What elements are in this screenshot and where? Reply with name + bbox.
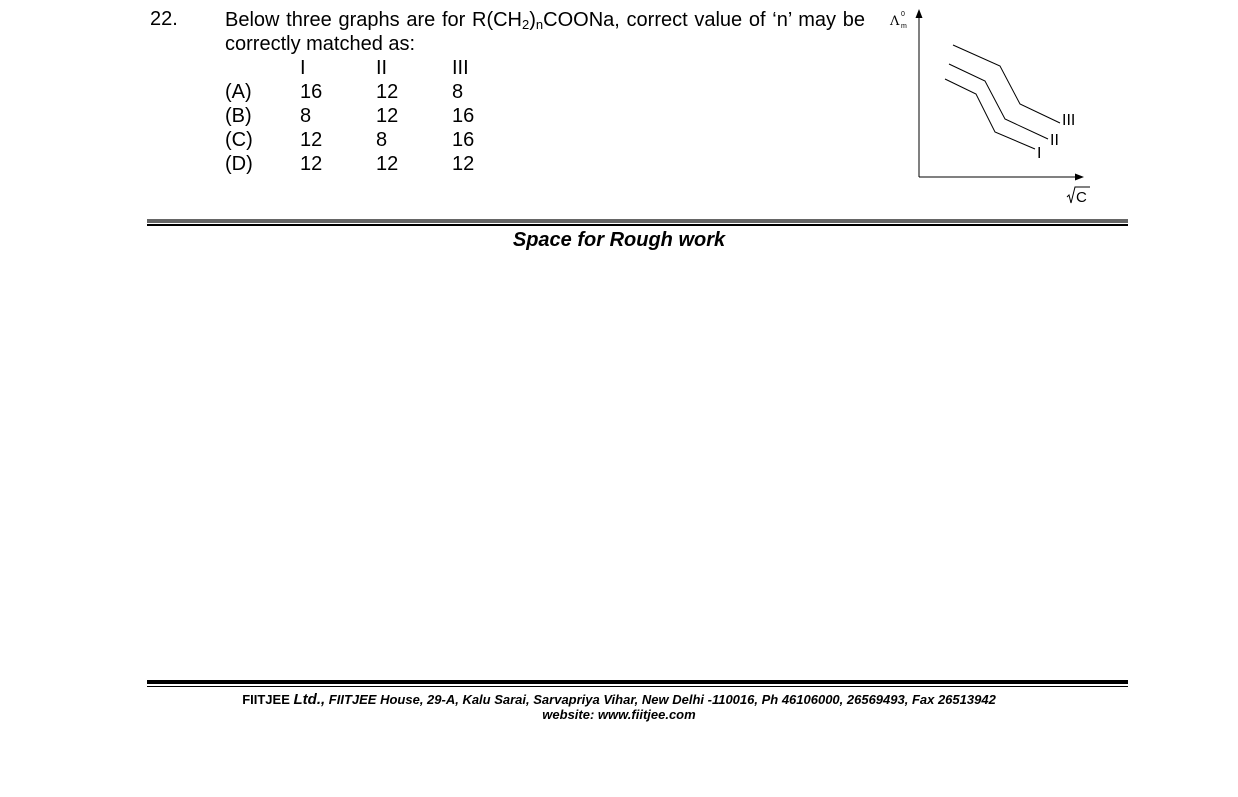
conductance-graph <box>880 4 1100 210</box>
question-text-before: Below three graphs are for R(CH <box>225 9 522 31</box>
options-table <box>225 56 512 176</box>
option-value: 16 <box>300 81 323 103</box>
x-axis-label: C <box>1076 189 1087 206</box>
option-label: (C) <box>225 129 253 151</box>
question-text <box>225 8 865 56</box>
option-row-d[interactable] <box>225 152 512 176</box>
curve-label-II: II <box>1050 132 1059 149</box>
option-value: 12 <box>300 153 323 175</box>
curve-II <box>949 64 1048 139</box>
option-label: (D) <box>225 153 253 175</box>
option-row-a[interactable] <box>225 80 512 104</box>
footer-ltd: Ltd., <box>293 691 326 708</box>
y-axis-symbol: Λ <box>890 14 900 29</box>
subscript-2: 2 <box>522 17 530 32</box>
footer-address: FIITJEE House, 29-A, Kalu Sarai, Sarvapriya Vihar, New Delhi -110016, Ph 46106000, 26569493, Fax 26513942 <box>328 692 996 707</box>
option-value: 12 <box>300 129 323 151</box>
subscript-n: n <box>535 17 544 32</box>
footer-rule-thick <box>147 680 1128 684</box>
options-header-row <box>225 56 512 80</box>
question-number: 22. <box>150 8 178 30</box>
options-header-col-3: III <box>452 57 469 79</box>
top-rule-gray <box>147 219 1128 223</box>
footer-website[interactable]: website: www.fiitjee.com <box>542 707 696 722</box>
y-axis-sub: m <box>901 23 907 30</box>
option-value: 12 <box>376 81 399 103</box>
option-value: 16 <box>452 105 475 127</box>
option-value: 8 <box>376 129 388 151</box>
curve-label-I: I <box>1037 145 1042 162</box>
options-header-spacer <box>225 56 300 80</box>
option-value: 12 <box>376 153 399 175</box>
footer-address-line <box>0 691 1238 708</box>
option-row-b[interactable] <box>225 104 512 128</box>
options-header-col-1: I <box>300 57 306 79</box>
option-value: 8 <box>300 105 312 127</box>
question-text-after: COONa, correct value of ‘n’ may be correctly matched as: <box>225 9 865 55</box>
option-value: 8 <box>452 81 464 103</box>
option-value: 12 <box>376 105 399 127</box>
option-label: (B) <box>225 105 252 127</box>
y-axis-sup: 0 <box>901 11 905 18</box>
option-value: 16 <box>452 129 475 151</box>
top-rule-black <box>147 224 1128 226</box>
option-value: 12 <box>452 153 475 175</box>
x-axis-arrow <box>1075 174 1084 181</box>
footer-rule-thin <box>147 686 1128 687</box>
y-axis-arrow <box>916 9 923 18</box>
curve-III <box>953 45 1060 123</box>
question-text-mid: ) <box>529 9 536 31</box>
option-label: (A) <box>225 81 252 103</box>
option-row-c[interactable] <box>225 128 512 152</box>
footer-brand: FIITJEE <box>242 692 290 707</box>
curve-label-III: III <box>1062 112 1076 129</box>
options-header-col-2: II <box>376 57 388 79</box>
rough-work-heading: Space for Rough work <box>512 229 726 251</box>
